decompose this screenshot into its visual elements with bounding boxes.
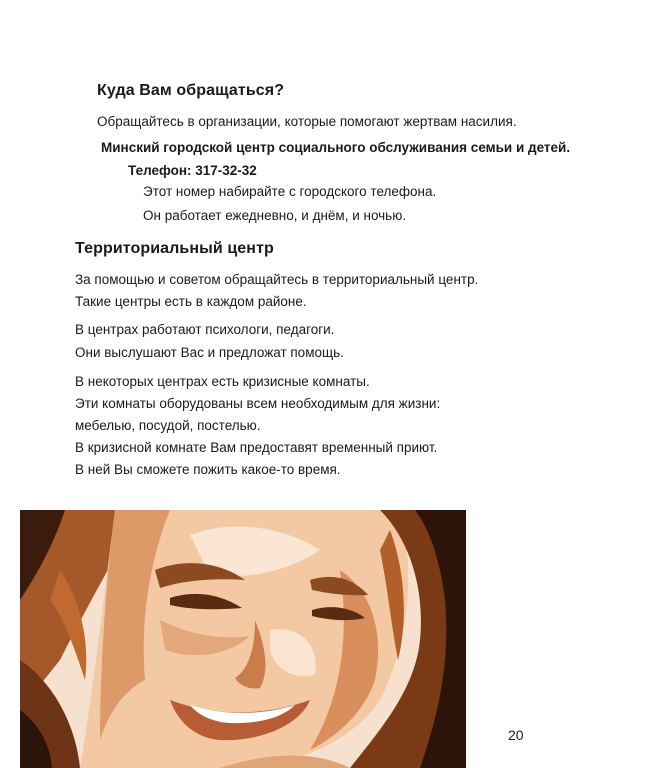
phone-number: Телефон: 317-32-32 bbox=[128, 163, 257, 178]
body-line: Они выслушают Вас и предложат помощь. bbox=[75, 345, 344, 360]
page-number: 20 bbox=[508, 727, 524, 743]
organization-name: Минский городской центр социального обслуживания семьи и детей. bbox=[101, 140, 571, 155]
section-heading-where-to-go: Куда Вам обращаться? bbox=[97, 82, 285, 99]
intro-text: Обращайтесь в организации, которые помогают жертвам насилия. bbox=[97, 114, 517, 129]
phone-note-landline: Этот номер набирайте с городского телефона. bbox=[143, 184, 437, 199]
section-heading-territorial-center: Территориальный центр bbox=[75, 240, 274, 257]
body-line: мебелью, посудой, постелью. bbox=[75, 418, 261, 433]
woman-illustration bbox=[20, 510, 466, 768]
body-line: В некоторых центрах есть кризисные комнаты. bbox=[75, 374, 370, 389]
body-line: В центрах работают психологи, педагоги. bbox=[75, 322, 335, 337]
body-line: Такие центры есть в каждом районе. bbox=[75, 294, 307, 309]
body-line: В кризисной комнате Вам предоставят временный приют. bbox=[75, 440, 438, 455]
phone-note-hours: Он работает ежедневно, и днём, и ночью. bbox=[143, 208, 407, 223]
body-line: Эти комнаты оборудованы всем необходимым для жизни: bbox=[75, 396, 441, 411]
body-line: В ней Вы сможете пожить какое-то время. bbox=[75, 462, 341, 477]
body-line: За помощью и советом обращайтесь в территориальный центр. bbox=[75, 272, 479, 287]
